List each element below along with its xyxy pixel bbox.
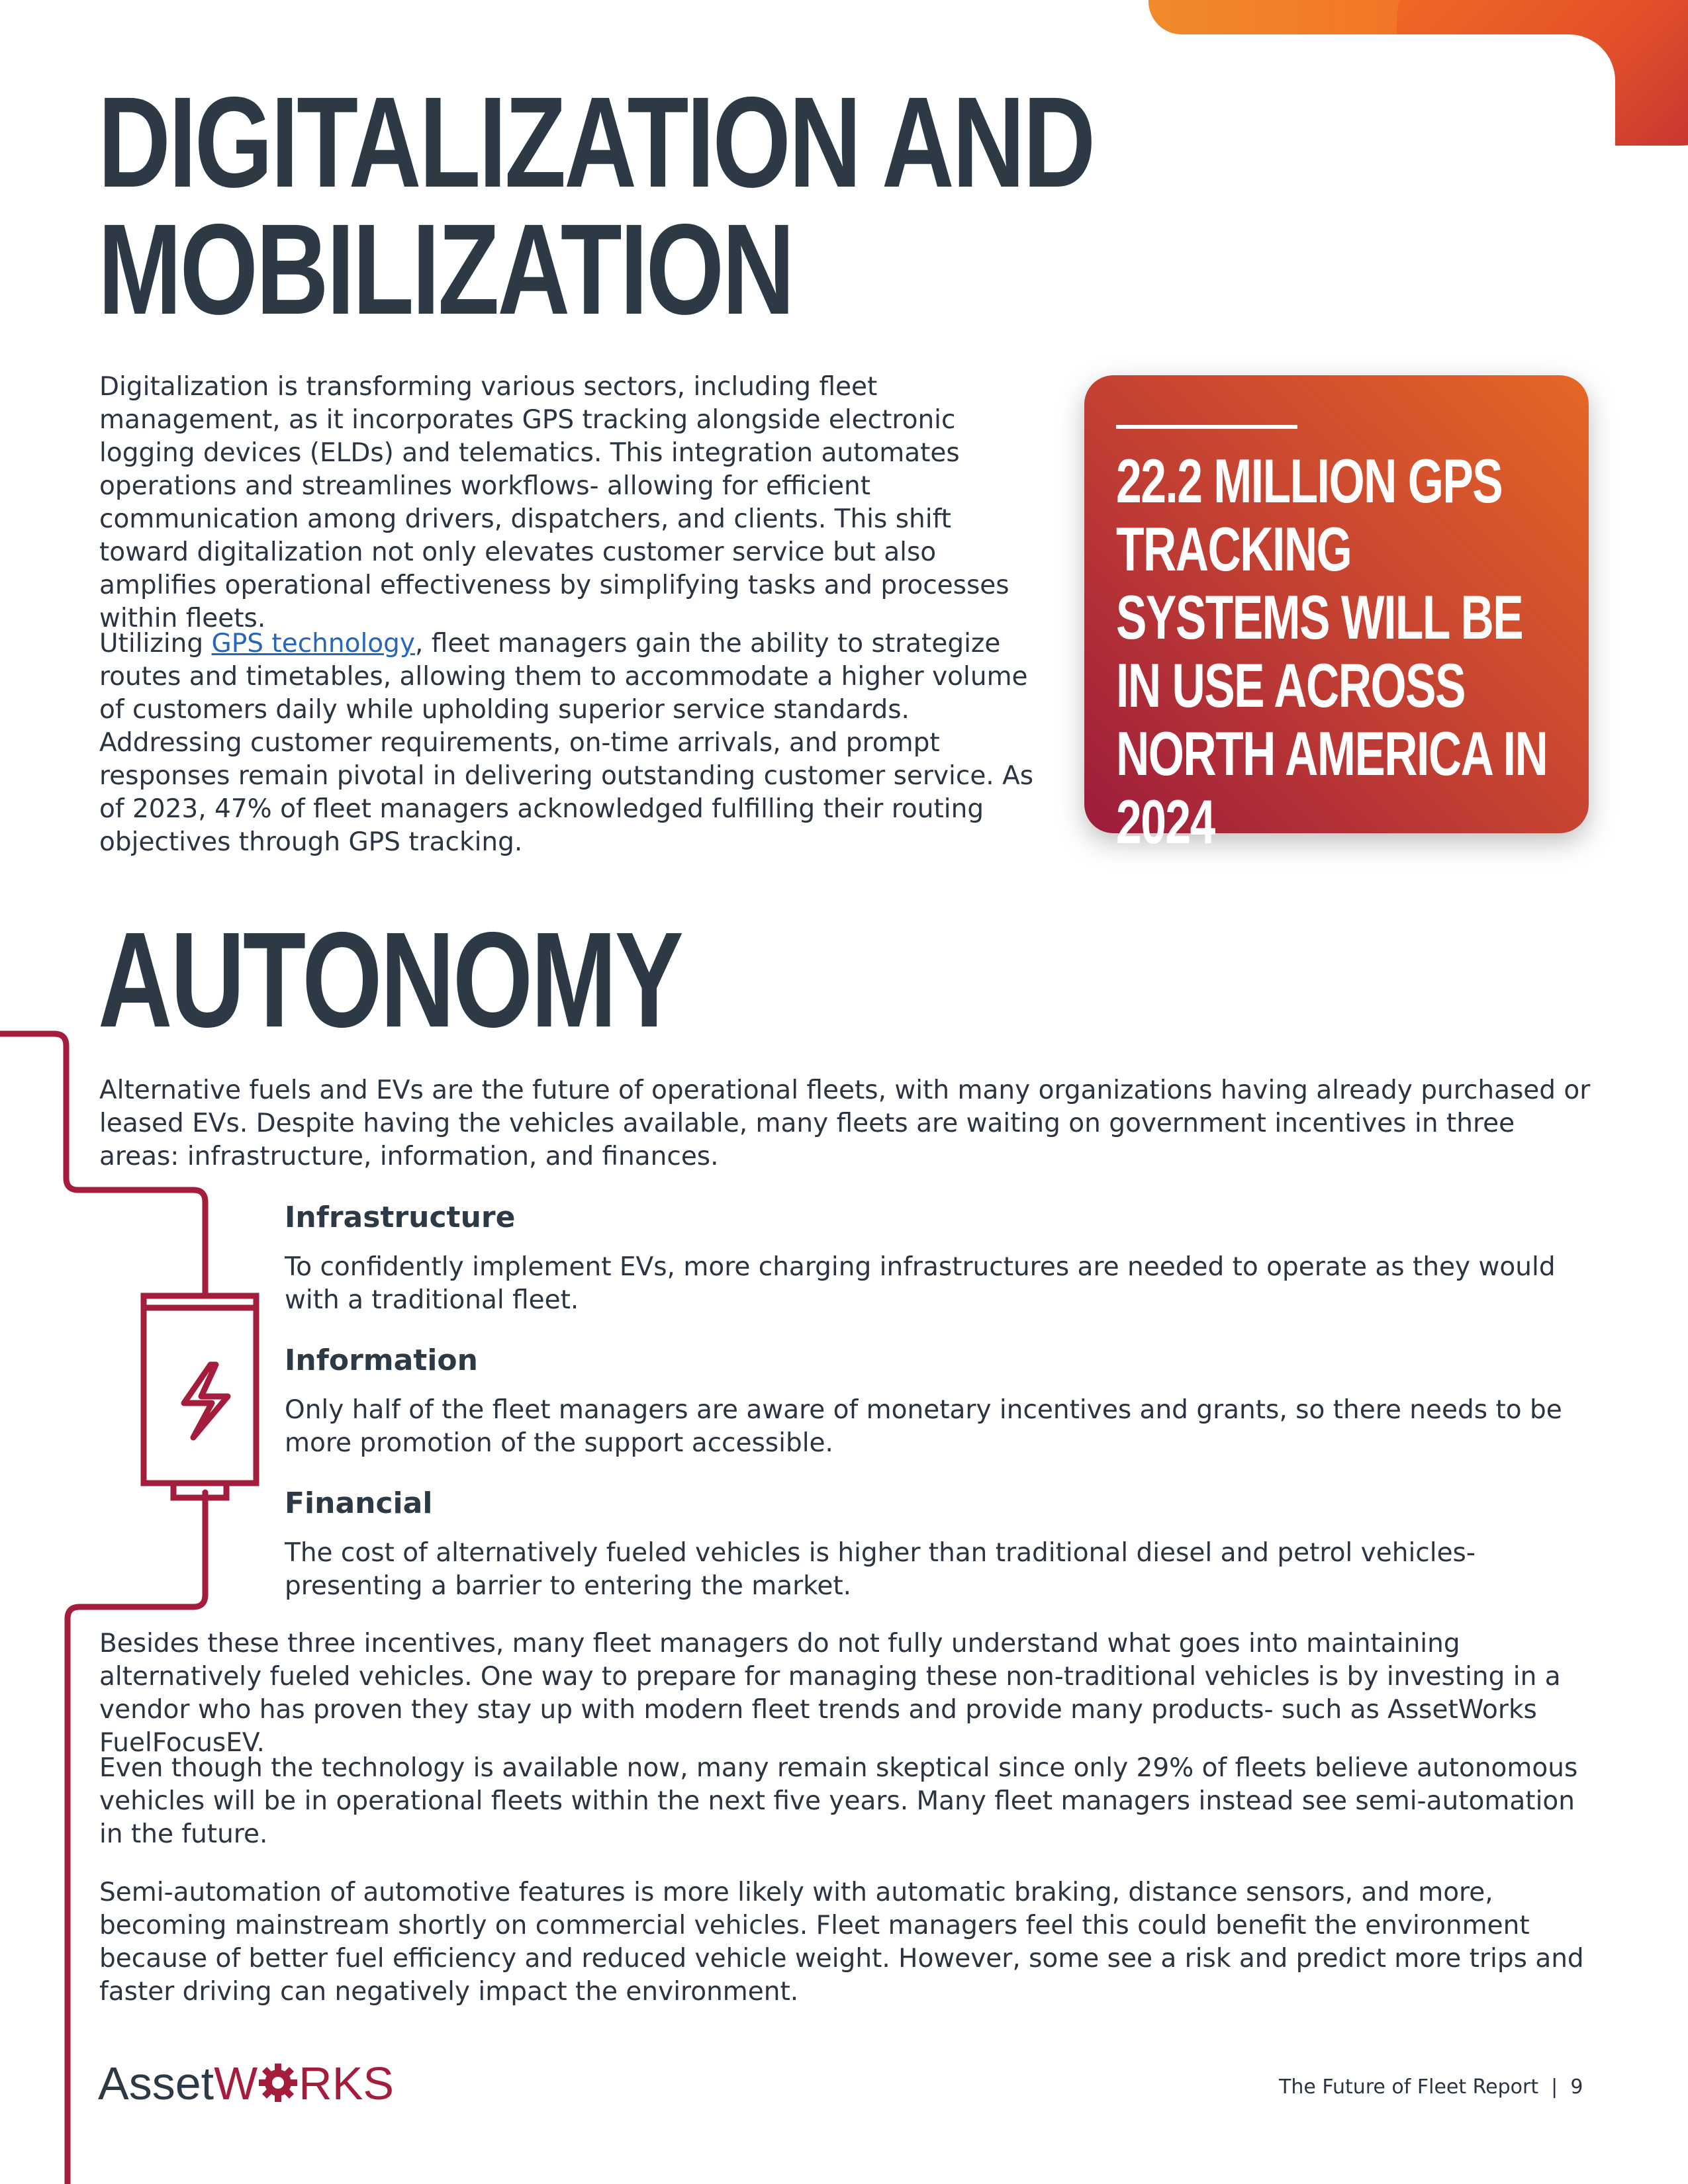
paragraph-gps-rest: , fleet managers gain the ability to strategize routes and timetables, allowing them to accommodate a higher volume of customers daily while upholding superior service standards. Addressing customer requirements, on-time arrivals, and prompt responses remain pivotal in delivering outstanding customer service. As of 2023, 47% of fleet managers acknowledged fulfilling their routing objectives through GPS tracking. [99,629,1034,857]
circuit-line-battery-graphic [0,1019,278,2184]
logo-works-rest: RKS [299,2058,395,2109]
paragraph-semi-automation: Semi-automation of automotive features is more likely with automatic braking, distance sensors, and more, becoming mainstream shortly on commercial vehicles. Fleet managers feel this could benefit the environment because of better fuel efficiency and reduced vehicle weight. However, some see a risk and predict more trips and faster driving can negatively impact the environment. [99,1878,1584,2007]
logo-works-w: W [214,2058,258,2109]
stat-callout-rule [1116,425,1297,429]
gear-icon [258,2062,299,2103]
paragraph-maintenance: Besides these three incentives, many fleet managers do not fully understand what goes into maintaining alternatively fueled vehicles. One way to prepare for managing these non-traditional vehicles is by investing in a vendor who has proven they stay up with modern fleet trends and provide many products- such as AssetWorks FuelFocusEV. [99,1629,1561,1758]
paragraph-alternative-fuels: Alternative fuels and EVs are the future of operational fleets, with many organizations having already purchased or leased EVs. Despite having the vehicles available, many fleets are waiting on government incentives in three areas: infrastructure, information, and finances. [99,1075,1591,1171]
logo-asset-text: Asset [98,2058,214,2109]
paragraph-gps-lead: Utilizing [99,629,212,659]
heading-line-2: MOBILIZATION [98,197,793,341]
battery-charging-icon [144,1296,256,1498]
section-title-autonomy: AUTONOMY [98,904,682,1056]
incentive-text-financial: The cost of alternatively fueled vehicles is higher than traditional diesel and petrol vehicles- presenting a barrier to entering the market. [285,1538,1476,1601]
stat-callout-text: 22.2 MILLION GPS TRACKING SYSTEMS WILL BE IN USE ACROSS NORTH AMERICA IN 2024 [1116,446,1548,856]
incentive-title-infrastructure: Infrastructure [285,1201,516,1234]
footer-report-label: The Future of Fleet Report | 9 [1279,2075,1583,2099]
incentive-text-infrastructure: To confidently implement EVs, more charging infrastructures are needed to operate as they would with a traditional fleet. [285,1252,1556,1315]
paragraph-gps [99,627,1039,859]
heading-line-1: DIGITALIZATION AND [98,70,1094,214]
corner-decoration-cutout [1397,34,1615,146]
paragraph-digitalization: Digitalization is transforming various sectors, including fleet management, as it incorporates GPS tracking alongside electronic logging devices (ELDs) and telematics. This integration automates operations and streamlines workflows- allowing for efficient communication among drivers, dispatchers, and clients. This shift toward digitalization not only elevates customer service but also amplifies operational effectiveness by simplifying tasks and processes within fleets. [99,372,1009,633]
gps-technology-link[interactable]: GPS technology [211,629,415,659]
incentive-title-financial: Financial [285,1486,433,1520]
stat-callout-card [1084,375,1589,856]
incentive-text-information: Only half of the fleet managers are aware of monetary incentives and grants, so there needs to be more promotion of the support accessible. [285,1395,1562,1458]
incentive-title-information: Information [285,1343,478,1377]
assetworks-logo [98,2057,394,2110]
paragraph-autonomous-skeptical: Even though the technology is available now, many remain skeptical since only 29% of fleets believe autonomous vehicles will be in operational fleets within the next five years. Many fleet managers instead see semi-automation in the future. [99,1753,1578,1849]
